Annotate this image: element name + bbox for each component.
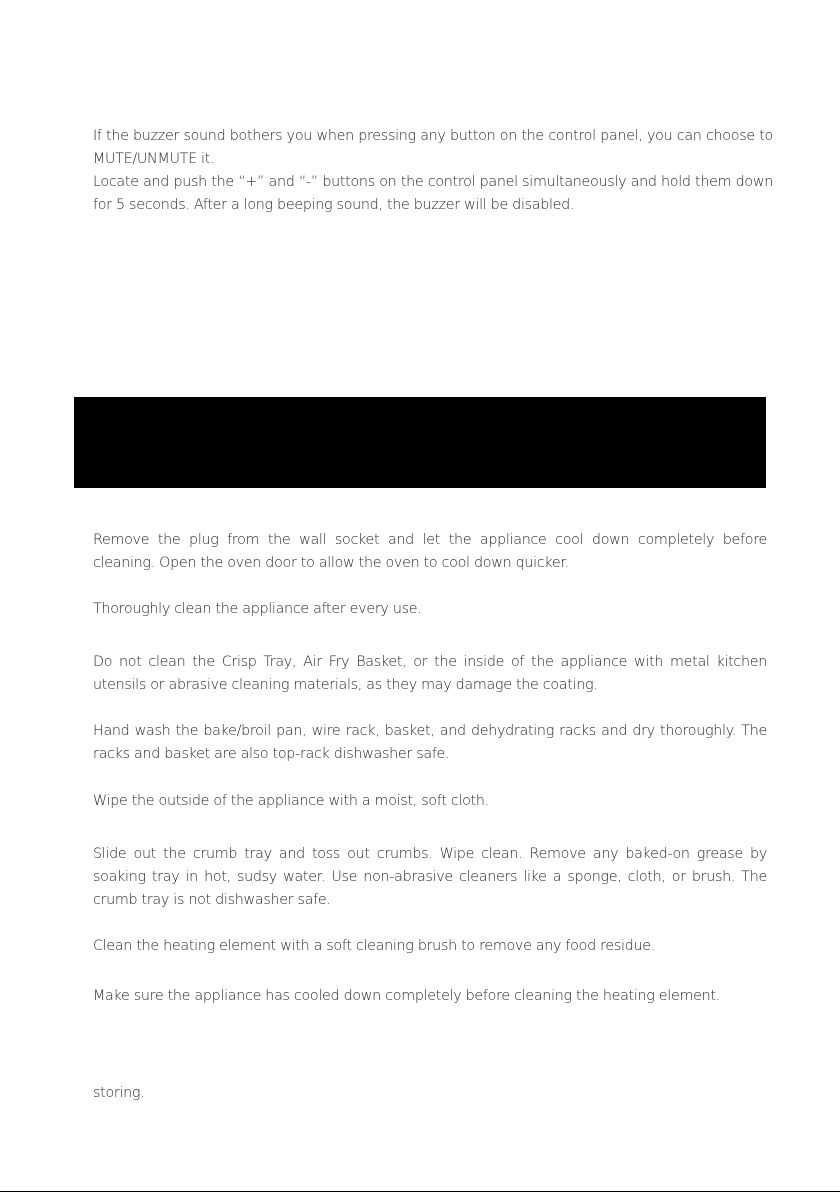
- cleaning-paragraph-storing: storing.: [93, 1085, 145, 1101]
- cleaning-paragraph-heating-element: Clean the heating element with a soft cleaning brush to remove any food residue.: [93, 938, 655, 954]
- buzzer-instructions-paragraph: Locate and push the “+” and “-” buttons on the control panel simultaneously and hold them down for 5 seconds. After a long beeping sound, the buzzer will be disabled.: [93, 174, 773, 213]
- cleaning-paragraph-cool-down: Make sure the appliance has cooled down completely before cleaning the heating element.: [93, 988, 720, 1004]
- cleaning-paragraph-unplug: Remove the plug from the wall socket and let the appliance cool down completely before cleaning. Open the oven door to allow the oven to cool down quicker.: [93, 532, 767, 571]
- cleaning-paragraph-hand-wash: Hand wash the bake/broil pan, wire rack, basket, and dehydrating racks and dry thoroughly. The racks and basket are also top-rack dishwasher safe.: [93, 723, 767, 762]
- cleaning-paragraph-after-use: Thoroughly clean the appliance after every use.: [93, 601, 422, 617]
- cleaning-paragraph-no-metal-utensils: Do not clean the Crisp Tray, Air Fry Basket, or the inside of the appliance with metal kitchen utensils or abrasive cleaning materials, as they may damage the coating.: [93, 654, 767, 693]
- cleaning-paragraph-crumb-tray: Slide out the crumb tray and toss out crumbs. Wipe clean. Remove any baked-on grease by soaking tray in hot, sudsy water. Use non-abrasive cleaners like a sponge, cloth, or brush. The crumb tray is not dishwasher safe.: [93, 846, 767, 908]
- section-header-banner: [74, 397, 766, 488]
- cleaning-paragraph-wipe-outside: Wipe the outside of the appliance with a moist, soft cloth.: [93, 793, 489, 809]
- buzzer-mute-paragraph: If the buzzer sound bothers you when pressing any button on the control panel, you can choose to MUTE/UNMUTE it.: [93, 128, 773, 167]
